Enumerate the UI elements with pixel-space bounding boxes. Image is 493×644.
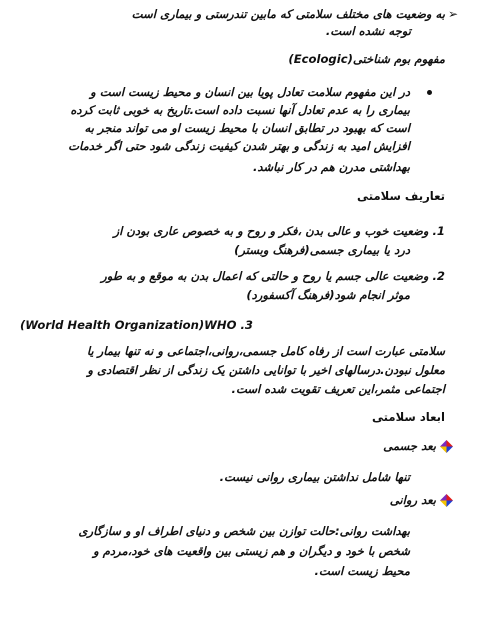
definition-2-line-2: موثر انجام شود(فرهنگ آکسفورد) (246, 288, 410, 302)
intro-line-1: به وضعیت های مختلف سلامتی که مابین تندرستی و بیماری است (131, 7, 445, 21)
ecologic-line-5: بهداشتی مدرن هم در کار نباشد. (252, 160, 410, 174)
ecologic-line-2: بیماری را به عدم تعادل آنها نسبت داده است.تاریخ به خوبی ثابت کرده (70, 103, 410, 117)
intro-line-2: توجه نشده است. (325, 24, 411, 38)
definition-1-line-2: درد یا بیماری جسمی(فرهنگ وبستر) (234, 243, 410, 257)
bullet-dot-icon (427, 90, 432, 95)
mental-line-3: محیط زیست است. (314, 564, 410, 578)
who-line-3: اجتماعی مثمر،این تعریف تقویت شده است. (231, 382, 445, 396)
physical-dimension-text: تنها شامل نداشتن بیماری روانی نیست. (219, 470, 410, 484)
who-line-2: معلول نبودن.درسالهای اخیر با توانایی داشتن یک زندگی از نظر اقتصادی و (87, 363, 445, 377)
definition-1-line-1: 1. وضعیت خوب و عالی بدن ،فکر و روح و به خصوص عاری بودن از (113, 224, 445, 238)
diamond-bullet-icon (440, 494, 453, 507)
ecologic-line-1: در این مفهوم سلامت تعادل پویا بین انسان و محیط زیست است و (90, 85, 410, 99)
physical-dimension-label: بعد جسمی (383, 439, 436, 453)
diamond-bullet-icon (440, 440, 453, 453)
ecologic-heading: مفهوم بوم شناختی(Ecologic) (288, 52, 445, 66)
mental-dimension-label: بعد روانی (389, 493, 436, 507)
definitions-heading: تعاریف سلامتی (357, 189, 445, 203)
ecologic-line-3: است که بهبود در تطابق انسان با محیط زیست او می تواند منجر به (84, 121, 410, 135)
ecologic-line-4: افزایش امید به زندگی و بهتر شدن کیفیت زندگی شود حتی اگر خدمات (68, 139, 410, 153)
definition-3-heading: (World Health Organization)WHO .3 (19, 318, 253, 332)
dimensions-heading: ابعاد سلامتی (371, 410, 445, 424)
who-line-1: سلامتی عبارت است از رفاه کامل جسمی،روانی،اجتماعی و نه تنها بیمار یا (86, 344, 445, 358)
mental-line-1: بهداشت روانی:حالت توازن بین شخص و دنیای اطراف او و سازگاری (78, 524, 410, 538)
arrow-bullet-icon: ➢ (448, 7, 459, 21)
definition-2-line-1: 2. وضعیت عالی جسم یا روح و حالتی که اعمال بدن به موقع و به طور (101, 269, 445, 283)
mental-line-2: شخص با خود و دیگران و هم زیستی بین واقعیت های خود،مردم و (93, 544, 410, 558)
